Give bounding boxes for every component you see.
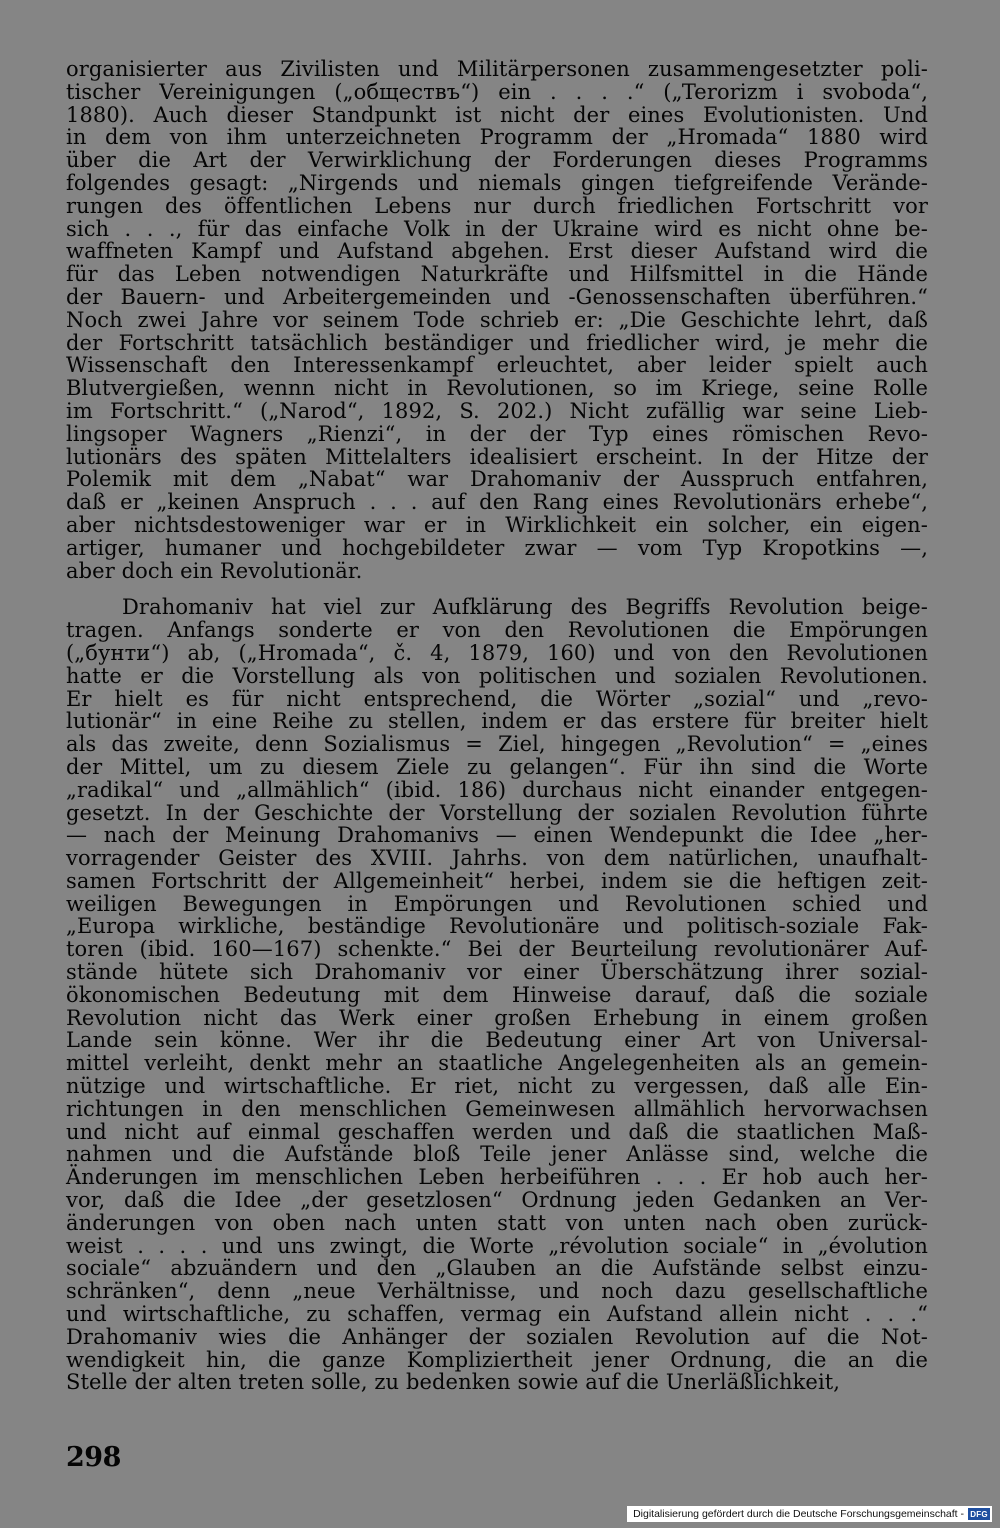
text-line: samen Fortschritt der Allgemeinheit“ herbei, indem sie die heftigen zeit-	[66, 868, 928, 893]
text-line: Blutvergießen, wennn nicht in Revolutionen, so im Kriege, seine Rolle	[66, 376, 928, 401]
paragraph-gap	[66, 582, 928, 596]
text-line: organisierter aus Zivilisten und Militärpersonen zusammengesetzter poli-	[66, 57, 928, 81]
text-line: der Mittel, um zu diesem Ziele zu gelangen“. Für ihn sind die Worte	[66, 754, 928, 779]
text-line: Drahomaniv wies die Anhänger der sozialen Revolution auf die Not-	[66, 1324, 928, 1349]
page-number: 298	[66, 1442, 121, 1473]
text-line: sich . . ., für das einfache Volk in der Ukraine wird es nicht ohne be-	[66, 216, 928, 241]
text-line: aber nichtsdestoweniger war er in Wirklichkeit ein solcher, ein eigen-	[66, 512, 928, 537]
text-line: waffneten Kampf und Aufstand abgehen. Erst dieser Aufstand wird die	[66, 239, 928, 264]
text-line: nahmen und die Aufstände bloß Teile jener Anlässe sind, welche die	[66, 1142, 928, 1167]
text-line: „Europa wirkliche, beständige Revolutionäre und politisch-soziale Fak-	[66, 914, 928, 939]
text-line: sociale“ abzuändern und den „Glauben an die Aufstände selbst einzu-	[66, 1256, 928, 1281]
text-line: ökonomischen Bedeutung mit dem Hinweise darauf, daß die soziale	[66, 982, 928, 1007]
text-line: und nicht auf einmal geschaffen werden und daß die staatlichen Maß-	[66, 1119, 928, 1144]
text-line: daß er „keinen Anspruch . . . auf den Rang eines Revolutionärs erhebe“,	[66, 490, 928, 515]
text-line: als das zweite, denn Sozialismus = Ziel, hingegen „Revolution“ = „eines	[66, 732, 928, 757]
text-line: der Fortschritt tatsächlich beständiger und friedlicher wird, je mehr die	[66, 330, 928, 355]
paragraph-2	[66, 596, 928, 1394]
text-line: weist . . . . und uns zwingt, die Worte „révolution sociale“ in „évolution	[66, 1233, 928, 1258]
text-line: 1880). Auch dieser Standpunkt ist nicht der eines Evolutionisten. Und	[66, 102, 928, 127]
text-line: richtungen in den menschlichen Gemeinwesen allmählich hervorwachsen	[66, 1096, 928, 1121]
text-line: vor, daß die Idee „der gesetzlosen“ Ordnung jeden Gedanken an Ver-	[66, 1188, 928, 1213]
text-line: rungen des öffentlichen Lebens nur durch friedlichen Fortschritt vor	[66, 193, 928, 218]
text-line: „radikal“ und „allmählich“ (ibid. 186) durchaus nicht einander entgegen-	[66, 777, 928, 802]
text-line: Wissenschaft den Interessenkampf erleuchtet, aber leider spielt auch	[66, 353, 928, 378]
page-body	[66, 58, 928, 1394]
text-line: nützige und wirtschaftliche. Er riet, nicht zu vergessen, daß alle Ein-	[66, 1074, 928, 1099]
text-line: Er hielt es für nicht entsprechend, die Wörter „sozial“ und „revo-	[66, 686, 928, 711]
text-line: weiligen Bewegungen in Empörungen und Revolutionen schied und	[66, 891, 928, 916]
text-line: toren (ibid. 160—167) schenkte.“ Bei der Beurteilung revolutionärer Auf-	[66, 937, 928, 962]
text-line: lutionärs des späten Mittelalters idealisiert erscheint. In der Hitze der	[66, 444, 928, 469]
text-line: wendigkeit hin, die ganze Kompliziertheit jener Ordnung, die an die	[66, 1347, 928, 1372]
text-line: gesetzt. In der Geschichte der Vorstellung der sozialen Revolution führte	[66, 800, 928, 825]
text-line: mittel verleiht, denkt mehr an staatliche Angelegenheiten als an gemein-	[66, 1051, 928, 1076]
text-line: schränken“, denn „neue Verhältnisse, und noch dazu gesellschaftliche	[66, 1279, 928, 1304]
footer-credit-text: Digitalisierung gefördert durch die Deutsche Forschungsgemeinschaft -	[633, 1508, 964, 1520]
text-line: in dem von ihm unterzeichneten Programm der „Hromada“ 1880 wird	[66, 125, 928, 150]
text-line: stände hütete sich Drahomaniv vor einer Überschätzung ihrer sozial-	[66, 960, 928, 985]
footer-credit	[627, 1506, 992, 1522]
text-line: vorragender Geister des XVIII. Jahrhs. von dem natürlichen, unaufhalt-	[66, 846, 928, 871]
text-line: tragen. Anfangs sonderte er von den Revolutionen die Empörungen	[66, 618, 928, 643]
text-line: — nach der Meinung Drahomanivs — einen Wendepunkt die Idee „her-	[66, 823, 928, 848]
text-line: artiger, humaner und hochgebildeter zwar — vom Typ Kropotkins —,	[66, 535, 928, 560]
text-line: Drahomaniv hat viel zur Aufklärung des Begriffs Revolution beige-	[122, 595, 928, 620]
text-line: Revolution nicht das Werk einer großen Erhebung in einem großen	[66, 1005, 928, 1030]
text-line: Noch zwei Jahre vor seinem Tode schrieb er: „Die Geschichte lehrt, daß	[66, 307, 928, 332]
text-line: hatte er die Vorstellung als von politischen und sozialen Revolutionen.	[66, 663, 928, 688]
text-line: folgendes gesagt: „Nirgends und niemals gingen tiefgreifende Verände-	[66, 170, 928, 195]
text-line: Polemik mit dem „Nabat“ war Drahomaniv der Ausspruch entfahren,	[66, 467, 928, 492]
text-line: („бунти“) ab, („Hromada“, č. 4, 1879, 160) und von den Revolutionen	[66, 640, 928, 665]
text-line: Änderungen im menschlichen Leben herbeiführen . . . Er hob auch her-	[66, 1165, 928, 1190]
text-line: für das Leben notwendigen Naturkräfte und Hilfsmittel in die Hände	[66, 262, 928, 287]
text-line: lingsoper Wagners „Rienzi“, in der der Typ eines römischen Revo-	[66, 421, 928, 446]
dfg-logo-icon: DFG	[968, 1508, 990, 1520]
text-line: Lande sein könne. Wer ihr die Bedeutung einer Art von Universal-	[66, 1028, 928, 1053]
text-line: tischer Vereinigungen („обществъ“) ein . . . .“ („Terorizm i svoboda“,	[66, 79, 928, 104]
text-line: der Bauern- und Arbeitergemeinden und -Genossenschaften überführen.“	[66, 284, 928, 309]
text-line: im Fortschritt.“ („Narod“, 1892, S. 202.) Nicht zufällig war seine Lieb-	[66, 398, 928, 423]
text-line: Stelle der alten treten solle, zu bedenken sowie auf die Unerläßlichkeit,	[66, 1370, 841, 1395]
text-line: lutionär“ in eine Reihe zu stellen, indem er das erstere für breiter hielt	[66, 709, 928, 734]
paragraph-1	[66, 58, 928, 582]
text-line: über die Art der Verwirklichung der Forderungen dieses Programms	[66, 148, 928, 173]
text-line: aber doch ein Revolutionär.	[66, 558, 363, 583]
text-line: änderungen von oben nach unten statt von unten nach oben zurück-	[66, 1210, 928, 1235]
text-line: und wirtschaftliche, zu schaffen, vermag ein Aufstand allein nicht . . .“	[66, 1302, 928, 1327]
